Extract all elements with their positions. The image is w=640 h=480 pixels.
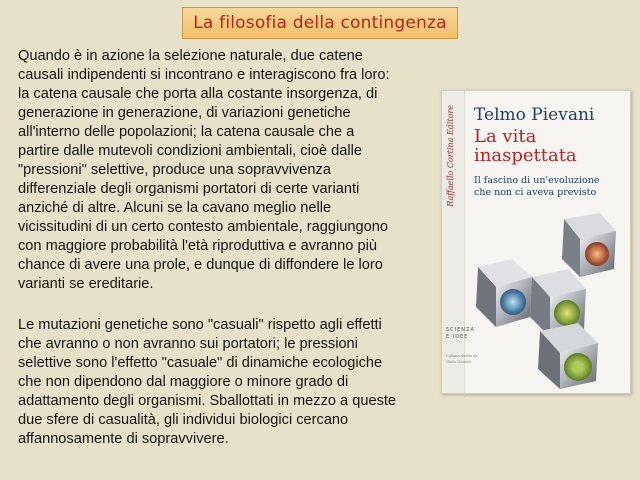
text-line: la catena causale che porta alla costante insorgenza, di	[18, 86, 378, 102]
text-line: Quando è in azione la selezione naturale, due catene	[18, 48, 363, 64]
text-line: con maggiore probabilità l'età riproduttiva e avranno più	[18, 238, 377, 254]
text-line: due sfere di casualità, gli individui biologici cercano	[18, 412, 349, 428]
text-line: adattamento degli organismi. Sballottati in mezzo a queste	[18, 393, 397, 409]
text-line: selettive sono l'effetto "casuale" di dinamiche ecologiche	[18, 355, 383, 371]
paragraph-mutations	[18, 316, 396, 449]
book-author: Telmo Pievani	[474, 105, 595, 125]
text-line: affannosamente di sopravvivere.	[18, 431, 229, 447]
book-series-line: E IDEE	[446, 334, 469, 340]
die-icon	[538, 323, 598, 389]
die-icon	[562, 213, 616, 277]
text-line: varianti se ereditarie.	[18, 276, 154, 292]
book-subtitle-line: Il fascino di un'evoluzione	[474, 175, 600, 186]
book-series-note-line: Collana diretta da	[446, 353, 478, 358]
book-title	[474, 127, 577, 165]
text-line: che non dipendono dal maggiore o minore grado di	[18, 374, 349, 390]
book-subtitle-line: che non ci aveva previsto	[474, 187, 597, 198]
dice-illustration	[468, 211, 628, 391]
text-line: partire dalle mutevoli condizioni ambientali, cioè dalle	[18, 143, 362, 159]
die-icon	[476, 259, 532, 327]
paragraph-selection	[18, 47, 390, 294]
book-series-line: SCIENZA	[446, 327, 475, 333]
book-publisher: Raffaello Cortina Editore	[446, 105, 455, 207]
text-line: "pressioni" selettive, produce una sopravvivenza	[18, 162, 331, 178]
text-line: generazione in generazione, di variazioni genetiche	[18, 105, 351, 121]
text-line: Le mutazioni genetiche sono "casuali" rispetto agli effetti	[18, 317, 382, 333]
text-line: che avranno o non avranno sui portatori; le pressioni	[18, 336, 358, 352]
text-line: vicissitudini di un certo contesto ambientale, raggiungono	[18, 219, 388, 235]
book-series-note-line: Giulio Giorello	[446, 359, 472, 364]
text-line: differenziale degli organismi portatori di certe varianti	[18, 181, 360, 197]
slide-title: La filosofia della contingenza	[193, 13, 447, 33]
text-line: chance di avere una prole, e dunque di diffondere le loro	[18, 257, 383, 273]
text-line: all'interno delle popolazioni; la catena causale che a	[18, 124, 355, 140]
text-line: causali indipendenti si incontrano e interagiscono fra loro:	[18, 67, 390, 83]
book-title-line: inaspettata	[474, 145, 577, 166]
book-subtitle	[474, 175, 599, 199]
slide-title-box	[182, 7, 458, 39]
book-title-line: La vita	[474, 126, 537, 147]
text-line: anziché di altre. Alcuni se la cavano meglio nelle	[18, 200, 332, 216]
book-cover	[441, 90, 631, 394]
